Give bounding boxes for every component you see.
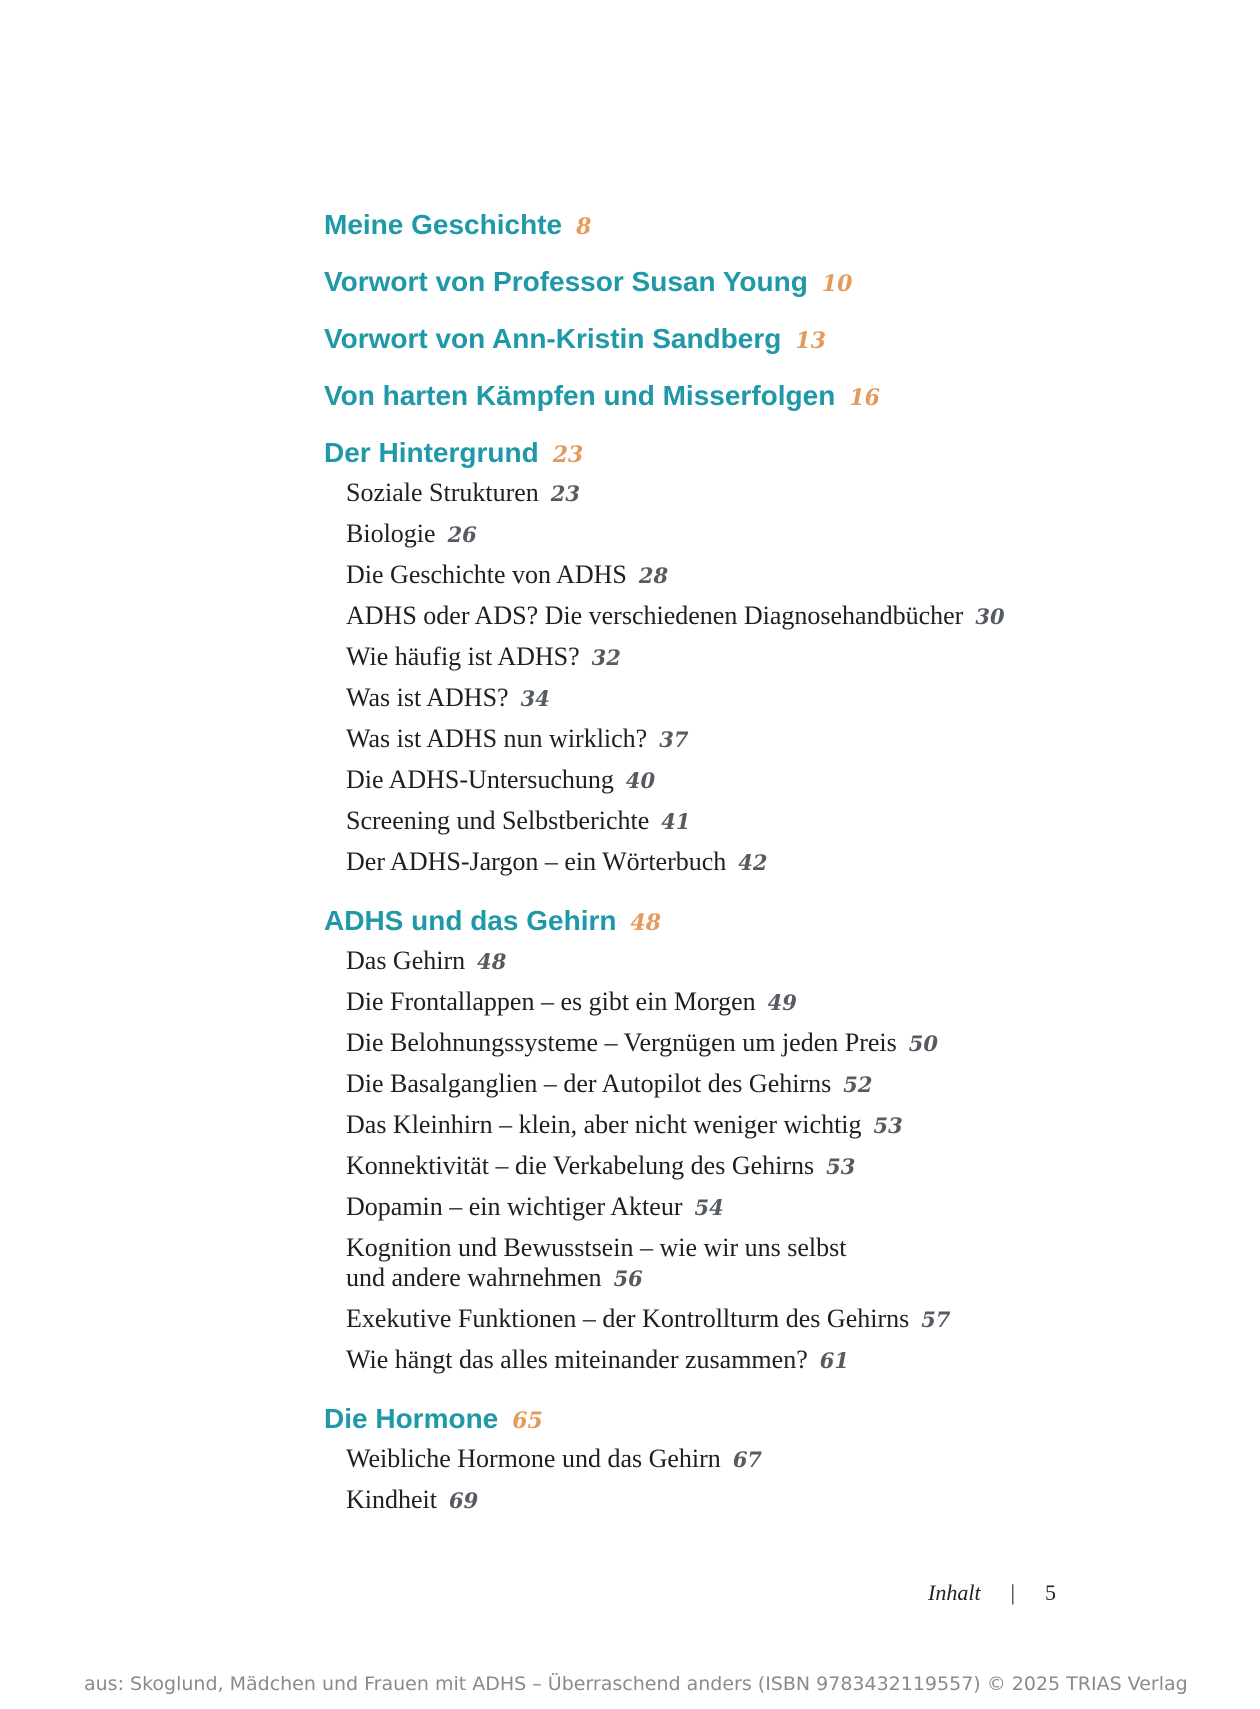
toc-entry-title: Kindheit — [346, 1485, 437, 1514]
toc-entry — [346, 942, 1184, 983]
toc-entry-title: Die Geschichte von ADHS — [346, 560, 627, 589]
toc-entry-title: Die ADHS-Untersuchung — [346, 765, 614, 794]
toc-entry — [346, 679, 1184, 720]
toc-entry-line — [346, 1263, 1184, 1294]
toc-entry — [346, 1106, 1184, 1147]
toc-entry-title: ADHS oder ADS? Die verschiedenen Diagnosehandbücher — [346, 601, 964, 630]
toc-entry-page-number: 69 — [449, 1488, 479, 1513]
toc-entry-line — [346, 1444, 1184, 1475]
footer-section-label: Inhalt — [928, 1580, 981, 1605]
toc-entry-line — [346, 642, 1184, 673]
toc-entry-title: Dopamin – ein wichtiger Akteur — [346, 1192, 683, 1221]
toc-entry-page-number: 67 — [732, 1447, 763, 1472]
chapter-title: Meine Geschichte — [324, 209, 563, 240]
toc-entry-line — [346, 1110, 1184, 1141]
toc-entry-line — [346, 1151, 1184, 1182]
toc-entry — [346, 1440, 1184, 1481]
toc-section-heading — [324, 1402, 1184, 1440]
toc-entry — [346, 1341, 1184, 1382]
toc-entry-line — [346, 1233, 1184, 1263]
chapter-title: Vorwort von Professor Susan Young — [324, 266, 808, 297]
section-page-number: 65 — [512, 1408, 543, 1434]
toc-entry-line — [346, 519, 1184, 550]
toc-entry — [346, 597, 1184, 638]
footer-separator: | — [1010, 1580, 1015, 1605]
toc-entry-page-number: 56 — [613, 1266, 643, 1291]
section-page-number: 48 — [630, 910, 662, 936]
toc-entry-line — [346, 765, 1184, 796]
toc-entry — [346, 474, 1184, 515]
toc-entry — [346, 1300, 1184, 1341]
chapter-page-number: 8 — [576, 214, 592, 240]
toc-entry-title: Das Kleinhirn – klein, aber nicht weniger wichtig — [346, 1110, 862, 1139]
toc-entry-page-number: 48 — [477, 949, 507, 974]
toc-entry-page-number: 37 — [659, 727, 689, 752]
toc-entry-page-number: 28 — [638, 563, 669, 588]
toc-entry-page-number: 42 — [738, 850, 768, 875]
page-number: 5 — [1044, 1580, 1056, 1605]
toc-entry-line — [346, 560, 1184, 591]
toc-chapter-heading — [324, 322, 1184, 379]
toc-entry-line — [346, 1192, 1184, 1223]
toc-entry-title: Weibliche Hormone und das Gehirn — [346, 1444, 721, 1473]
section-spacer — [324, 884, 1184, 904]
toc-entry-title: Das Gehirn — [346, 946, 466, 975]
toc-entry-title: Die Frontallappen – es gibt ein Morgen — [346, 987, 756, 1016]
toc-entry-line — [346, 601, 1184, 632]
toc-entry-page-number: 57 — [921, 1307, 951, 1332]
toc-entry-title: Konnektivität – die Verkabelung des Gehirns — [346, 1151, 815, 1180]
toc-entry — [346, 1188, 1184, 1229]
toc-entry — [346, 802, 1184, 843]
toc-entry-line — [346, 1485, 1184, 1516]
toc-entry-line — [346, 987, 1184, 1018]
toc-entry-title: Biologie — [346, 519, 436, 548]
chapter-page-number: 10 — [821, 271, 853, 297]
toc-entry-page-number: 23 — [550, 481, 581, 506]
toc-entry-page-number: 26 — [447, 522, 477, 547]
section-spacer — [324, 1382, 1184, 1402]
toc-entry-page-number: 54 — [694, 1195, 724, 1220]
running-footer — [928, 1580, 1056, 1606]
toc-entry — [346, 556, 1184, 597]
toc-entry-title: Was ist ADHS nun wirklich? — [346, 724, 648, 753]
toc-entry-line — [346, 946, 1184, 977]
toc-entry-line — [346, 478, 1184, 509]
toc-entry-line — [346, 847, 1184, 878]
toc-entry — [346, 638, 1184, 679]
toc-entry-title: und andere wahrnehmen — [346, 1263, 602, 1292]
toc-entry-page-number: 53 — [873, 1113, 903, 1138]
toc-entry-line — [346, 1069, 1184, 1100]
toc-entry-line — [346, 724, 1184, 755]
section-title: ADHS und das Gehirn — [324, 905, 617, 936]
chapter-title: Von harten Kämpfen und Misserfolgen — [324, 380, 836, 411]
toc-entry-page-number: 32 — [591, 645, 621, 670]
toc-entry-line — [346, 1345, 1184, 1376]
toc-entry — [346, 843, 1184, 884]
toc-entry-title: Kognition und Bewusstsein – wie wir uns selbst — [346, 1233, 847, 1262]
chapter-title: Vorwort von Ann-Kristin Sandberg — [324, 323, 782, 354]
toc-entry-page-number: 49 — [767, 990, 797, 1015]
toc-entry-title: Wie hängt das alles miteinander zusammen? — [346, 1345, 808, 1374]
toc-entry-title: Screening und Selbstberichte — [346, 806, 650, 835]
toc-chapter-heading — [324, 265, 1184, 322]
toc-chapter-heading — [324, 379, 1184, 436]
section-title: Der Hintergrund — [324, 437, 539, 468]
toc-chapter-heading — [324, 208, 1184, 265]
chapter-page-number: 16 — [849, 385, 880, 411]
toc-entry-title: Die Basalganglien – der Autopilot des Gehirns — [346, 1069, 832, 1098]
toc-entry-title: Was ist ADHS? — [346, 683, 509, 712]
toc-entry-page-number: 50 — [908, 1031, 938, 1056]
toc-entry-page-number: 41 — [661, 809, 691, 834]
section-page-number: 23 — [552, 442, 584, 468]
chapter-page-number: 13 — [795, 328, 826, 354]
toc-entry-title: Wie häufig ist ADHS? — [346, 642, 580, 671]
toc-entry-page-number: 52 — [843, 1072, 873, 1097]
toc-entry — [346, 761, 1184, 802]
toc-entry-line — [346, 806, 1184, 837]
toc-entry-title: Exekutive Funktionen – der Kontrollturm des Gehirns — [346, 1304, 910, 1333]
toc-entry-title: Soziale Strukturen — [346, 478, 539, 507]
toc-entry — [346, 1065, 1184, 1106]
toc-section-heading — [324, 436, 1184, 474]
toc-entry — [346, 515, 1184, 556]
toc-entry-line — [346, 683, 1184, 714]
toc-entry-page-number: 53 — [826, 1154, 856, 1179]
toc-entry-title: Die Belohnungssysteme – Vergnügen um jeden Preis — [346, 1028, 897, 1057]
toc-entry — [346, 1147, 1184, 1188]
toc-entry — [346, 983, 1184, 1024]
toc-entry — [346, 1024, 1184, 1065]
toc-entry-page-number: 61 — [819, 1348, 849, 1373]
toc-entry-page-number: 40 — [625, 768, 656, 793]
toc-entry-line — [346, 1304, 1184, 1335]
table-of-contents — [324, 208, 1184, 1522]
toc-entry-page-number: 30 — [975, 604, 1005, 629]
toc-entry — [346, 720, 1184, 761]
toc-section-heading — [324, 904, 1184, 942]
toc-entry-title: Der ADHS-Jargon – ein Wörterbuch — [346, 847, 727, 876]
source-citation: aus: Skoglund, Mädchen und Frauen mit ADHS – Überraschend anders (ISBN 9783432119557) © 2025 TRIAS Verlag — [84, 1673, 1188, 1695]
toc-entry — [346, 1481, 1184, 1522]
toc-entry-page-number: 34 — [520, 686, 550, 711]
section-title: Die Hormone — [324, 1403, 499, 1434]
toc-entry-line — [346, 1028, 1184, 1059]
toc-entry — [346, 1229, 1184, 1300]
